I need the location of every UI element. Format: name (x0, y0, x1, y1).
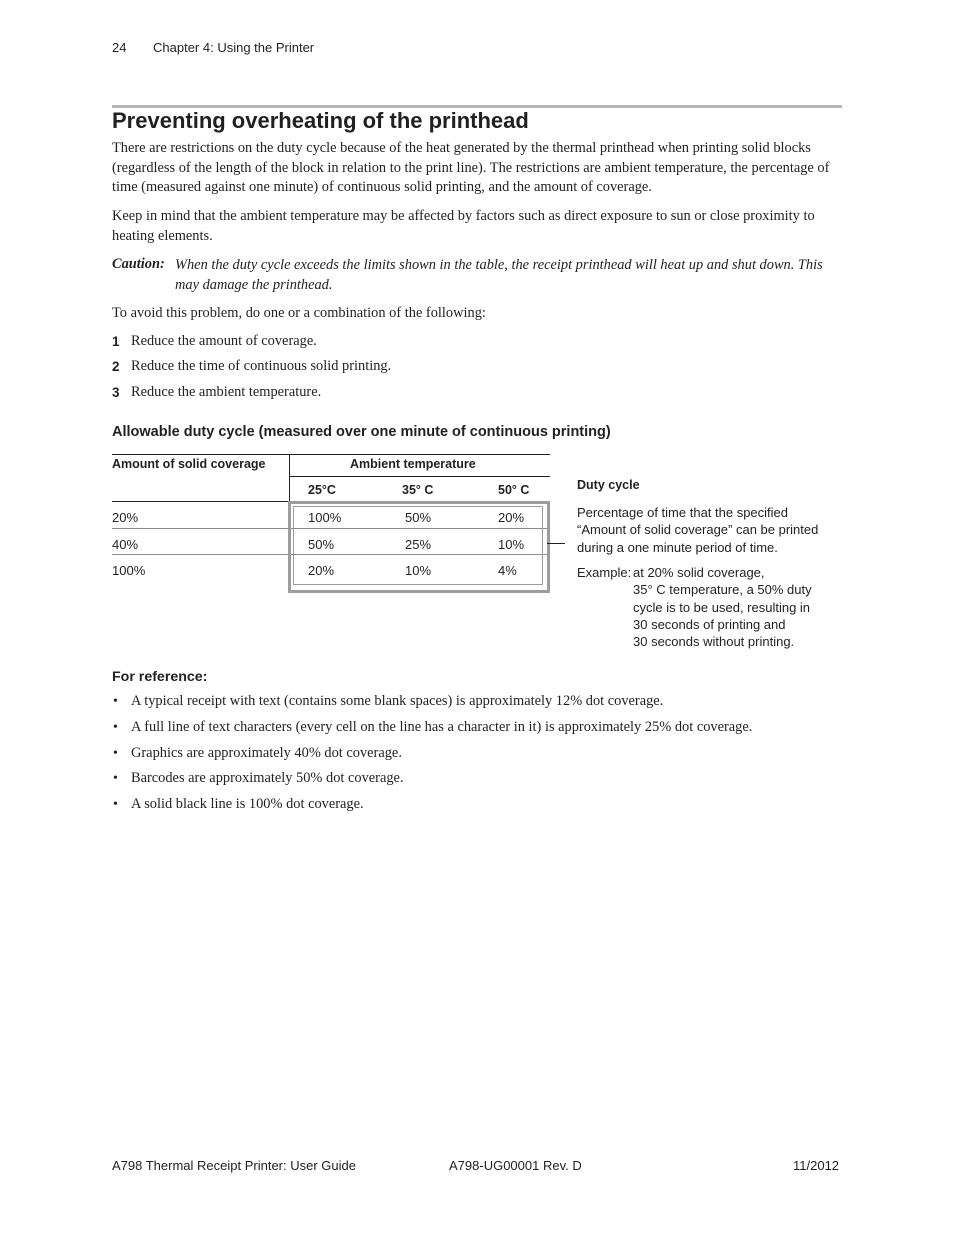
reference-title: For reference: (112, 669, 208, 685)
page-number: 24 (112, 40, 127, 55)
table-title: Allowable duty cycle (measured over one minute of continuous printing) (112, 424, 611, 440)
duty-cycle-title: Duty cycle (577, 478, 640, 492)
bullet-icon: • (113, 694, 118, 709)
step-number: 2 (112, 359, 120, 374)
duty-cell: 4% (498, 563, 517, 578)
reference-item: A solid black line is 100% dot coverage. (131, 796, 364, 812)
reference-item: Barcodes are approximately 50% dot coverage. (131, 770, 404, 786)
duty-cell: 10% (405, 563, 432, 578)
duty-cell: 50% (405, 510, 432, 525)
step-text: Reduce the amount of coverage. (131, 333, 317, 349)
duty-cell: 25% (405, 537, 432, 552)
reference-item: Graphics are approximately 40% dot coverage. (131, 745, 402, 761)
reference-item: A typical receipt with text (contains some blank spaces) is approximately 12% dot coverage. (131, 693, 664, 709)
section-title: Preventing overheating of the printhead (112, 108, 529, 133)
temperature-column-header: Ambient temperature (350, 457, 476, 471)
example-text (633, 564, 838, 650)
temp-header: 50° C (498, 483, 530, 497)
callout-leader-line (547, 543, 565, 544)
bullet-icon: • (113, 720, 118, 735)
duty-cell: 10% (498, 537, 525, 552)
example-line: cycle is to be used, resulting in (633, 599, 811, 615)
intro-paragraph: There are restrictions on the duty cycle because of the heat generated by the thermal printhead when printing solid blocks (regardless of the length of the block in relation to the print line). The restrictions are ambient temperature, the percentage of time (measured against one minute) of continuous solid printing, and the amount of coverage. (112, 140, 830, 195)
duty-cycle-description: Percentage of time that the specified “Amount of solid coverage” can be printed during a one minute period of time. (577, 505, 819, 555)
example-line: 35° C temperature, a 50% duty (633, 582, 812, 598)
bullet-icon: • (113, 797, 118, 812)
caution-label: Caution: (112, 256, 165, 272)
step-text: Reduce the time of continuous solid printing. (131, 358, 392, 374)
footer-title: A798 Thermal Receipt Printer: User Guide (112, 1158, 356, 1173)
avoid-intro: To avoid this problem, do one or a combination of the following: (112, 305, 486, 321)
duty-cell: 20% (498, 510, 525, 525)
duty-cell: 100% (308, 510, 342, 525)
example-label: Example: (577, 565, 632, 580)
example-line: 30 seconds of printing and (633, 616, 786, 632)
step-text: Reduce the ambient temperature. (131, 384, 322, 400)
bullet-icon: • (113, 746, 118, 761)
coverage-cell: 40% (112, 537, 139, 552)
duty-cell: 20% (308, 563, 335, 578)
temperature-paragraph: Keep in mind that the ambient temperature may be affected by factors such as direct exposure to sun or close proximity to heating elements. (112, 208, 815, 244)
coverage-cell: 20% (112, 510, 139, 525)
coverage-cell: 100% (112, 563, 146, 578)
footer-doc-number: A798-UG00001 Rev. D (449, 1158, 582, 1173)
chapter-title: Chapter 4: Using the Printer (153, 40, 315, 55)
example-line: at 20% solid coverage, (633, 565, 765, 580)
temp-header: 25°C (308, 483, 336, 497)
temp-header: 35° C (402, 483, 434, 497)
table-column-divider (289, 454, 290, 502)
table-header-divider (289, 476, 550, 477)
duty-cell: 50% (308, 537, 335, 552)
bullet-icon: • (113, 771, 118, 786)
footer-date: 11/2012 (793, 1158, 840, 1173)
step-number: 1 (112, 334, 120, 349)
step-number: 3 (112, 385, 120, 400)
example-line: 30 seconds without printing. (633, 634, 795, 650)
coverage-column-header: Amount of solid coverage (112, 457, 266, 471)
table-top-rule (112, 454, 550, 455)
reference-item: A full line of text characters (every cell on the line has a character in it) is approximately 25% dot coverage. (131, 719, 753, 735)
caution-text: When the duty cycle exceeds the limits shown in the table, the receipt printhead will heat up and shut down. This may damage the printhead. (175, 257, 823, 293)
